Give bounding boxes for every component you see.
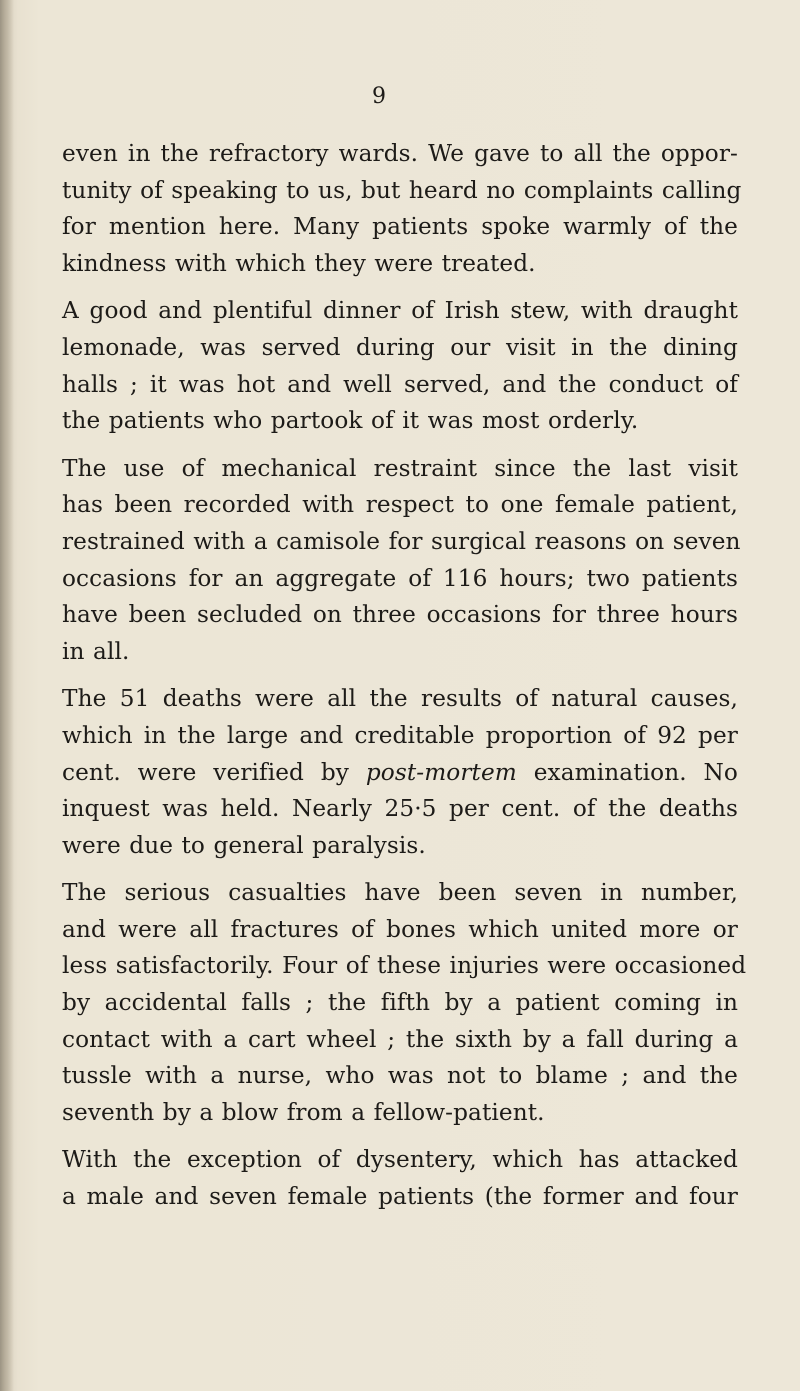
text-line: has been recorded with respect to one female patient, — [62, 491, 738, 519]
text-line: less satisfactorily. Four of these injuries were occasioned — [62, 952, 747, 980]
text-line: were due to general paralysis. — [62, 831, 426, 859]
text-line: The use of mechanical restraint since the last visit — [62, 454, 738, 482]
body-text — [62, 136, 747, 1227]
text-line: the patients who partook of it was most orderly. — [62, 407, 639, 435]
text-line: The 51 deaths were all the results of natural causes, — [62, 685, 738, 713]
text-line: by accidental falls ; the fifth by a patient coming in — [62, 989, 738, 1017]
text-line: tunity of speaking to us, but heard no complaints calling — [62, 176, 742, 204]
italic-term: post-mortem — [365, 758, 517, 786]
text-line: in all. — [62, 637, 130, 665]
text-line: lemonade, was served during our visit in the dining — [62, 333, 738, 361]
text-line: contact with a cart wheel ; the sixth by a fall during a — [62, 1025, 738, 1053]
text-line: and were all fractures of bones which united more or — [62, 915, 738, 943]
text-line: inquest was held. Nearly 25·5 per cent. of the deaths — [62, 795, 738, 823]
text-line: kindness with which they were treated. — [62, 249, 536, 277]
text-line: With the exception of dysentery, which has attacked — [62, 1146, 738, 1174]
text-line: even in the refractory wards. We gave to all the oppor- — [62, 140, 738, 167]
text-line-with-italic — [62, 755, 738, 792]
text-fragment: cent. were verified by — [62, 758, 366, 786]
paragraph-wards-complaints — [62, 136, 742, 282]
text-line: for mention here. Many patients spoke warmly of the — [62, 213, 738, 241]
page-number: 9 — [372, 84, 386, 109]
text-line: occasions for an aggregate of 116 hours; two patients — [62, 564, 738, 592]
paragraph-dysentery — [62, 1142, 738, 1215]
text-line: seventh by a blow from a fellow-patient. — [62, 1098, 545, 1126]
page-edge-shadow — [0, 0, 14, 1391]
text-line: The serious casualties have been seven in number, — [62, 879, 738, 907]
paragraph-restraint — [62, 451, 741, 671]
text-line: halls ; it was hot and well served, and the conduct of — [62, 370, 738, 398]
paragraph-casualties — [62, 875, 747, 1131]
text-line: which in the large and creditable proportion of 92 per — [62, 721, 738, 749]
text-fragment: examination. No — [516, 758, 738, 786]
text-line: a male and seven female patients (the former and four — [62, 1183, 738, 1211]
paragraph-deaths — [62, 681, 738, 864]
text-line: tussle with a nurse, who was not to blame ; and the — [62, 1062, 738, 1090]
paragraph-dinner — [62, 293, 738, 439]
text-line: restrained with a camisole for surgical reasons on seven — [62, 527, 741, 555]
text-line: have been secluded on three occasions for three hours — [62, 601, 738, 629]
text-line: A good and plentiful dinner of Irish stew, with draught — [62, 297, 738, 325]
